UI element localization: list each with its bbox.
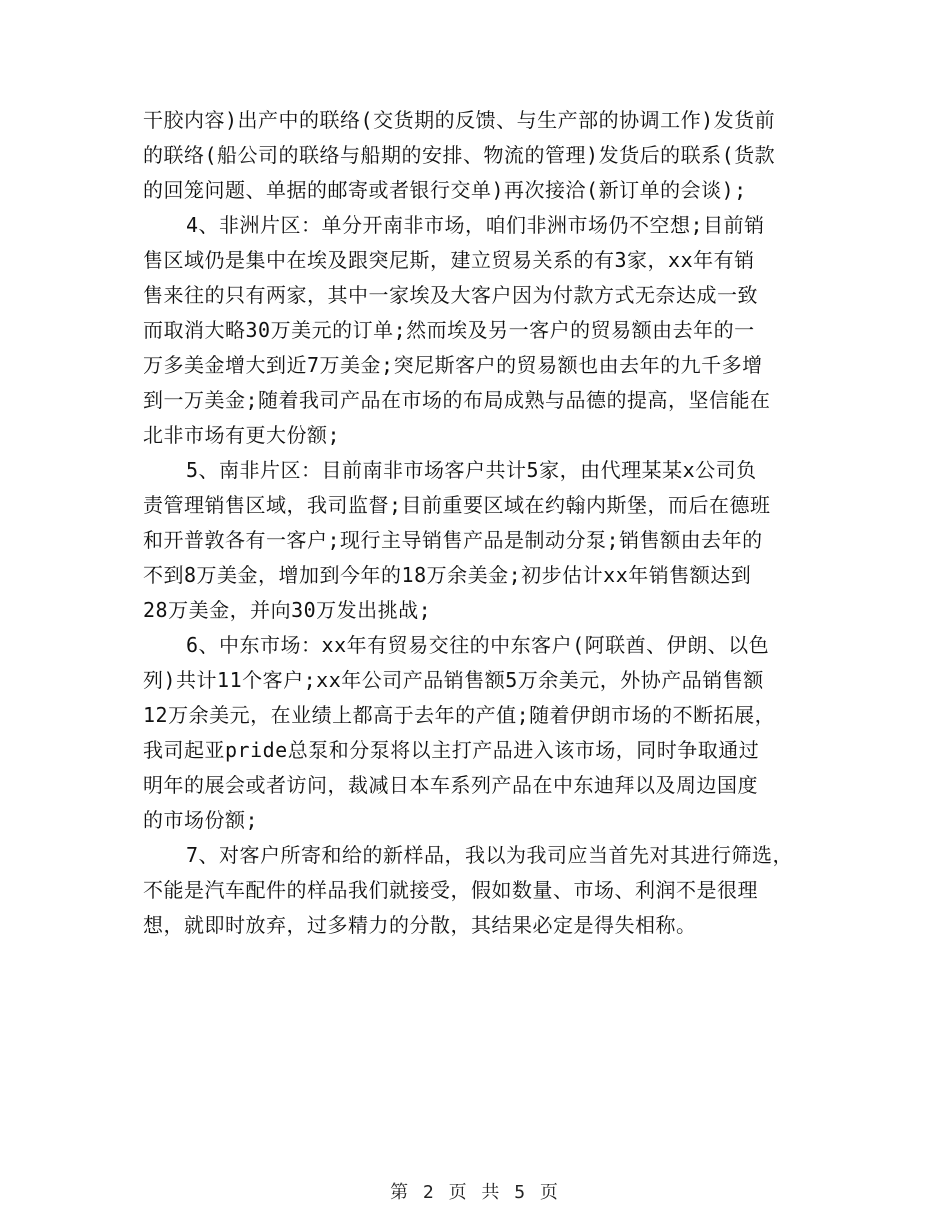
text-line: 列)共计11个客户;xx年公司产品销售额5万余美元，外协产品销售额 bbox=[143, 668, 764, 692]
text-line: 售来往的只有两家，其中一家埃及大客户因为付款方式无奈达成一致 bbox=[143, 283, 758, 307]
page-number: 第 2 页 共 5 页 bbox=[390, 1182, 560, 1203]
text-line: 我司起亚pride总泵和分泵将以主打产品进入该市场，同时争取通过 bbox=[143, 738, 760, 762]
text-line: 7、对客户所寄和给的新样品，我以为我司应当首先对其进行筛选， bbox=[186, 843, 794, 867]
text-line: 不能是汽车配件的样品我们就接受，假如数量、市场、利润不是很理 bbox=[143, 878, 758, 902]
paragraph-continuation bbox=[143, 103, 823, 208]
document-body bbox=[143, 103, 823, 943]
text-line: 28万美金，并向30万发出挑战; bbox=[143, 598, 432, 622]
text-line: 4、非洲片区：单分开南非市场，咱们非洲市场仍不空想;目前销 bbox=[186, 213, 765, 237]
text-line: 万多美金增大到近7万美金;突尼斯客户的贸易额也由去年的九千多增 bbox=[143, 353, 763, 377]
text-line: 售区域仍是集中在埃及跟突尼斯，建立贸易关系的有3家，xx年有销 bbox=[143, 248, 755, 272]
text-line: 明年的展会或者访问，裁减日本车系列产品在中东迪拜以及周边国度 bbox=[143, 773, 758, 797]
paragraph-samples bbox=[143, 838, 823, 943]
text-line: 北非市场有更大份额; bbox=[143, 423, 341, 447]
paragraph-middle-east bbox=[143, 628, 823, 838]
text-line: 到一万美金;随着我司产品在市场的布局成熟与品德的提高，坚信能在 bbox=[143, 388, 771, 412]
text-line: 不到8万美金，增加到今年的18万余美金;初步估计xx年销售额达到 bbox=[143, 563, 752, 587]
text-line: 的联络(船公司的联络与船期的安排、物流的管理)发货后的联系(货款 bbox=[143, 143, 776, 167]
text-line: 12万余美元，在业绩上都高于去年的产值;随着伊朗市场的不断拓展， bbox=[143, 703, 776, 727]
text-line: 6、中东市场：xx年有贸易交往的中东客户(阿联酋、伊朗、以色 bbox=[186, 633, 770, 657]
text-line: 的市场份额; bbox=[143, 808, 259, 832]
text-line: 责管理销售区域，我司监督;目前重要区域在约翰内斯堡，而后在德班 bbox=[143, 493, 771, 517]
paragraph-africa bbox=[143, 208, 823, 453]
text-line: 的回笼问题、单据的邮寄或者银行交单)再次接洽(新订单的会谈); bbox=[143, 178, 747, 202]
text-line: 5、南非片区：目前南非市场客户共计5家，由代理某某x公司负 bbox=[186, 458, 757, 482]
text-line: 而取消大略30万美元的订单;然而埃及另一客户的贸易额由去年的一 bbox=[143, 318, 755, 342]
text-line: 干胶内容)出产中的联络(交货期的反馈、与生产部的协调工作)发货前 bbox=[143, 108, 776, 132]
text-line: 想，就即时放弃，过多精力的分散，其结果必定是得失相称。 bbox=[143, 913, 697, 937]
paragraph-south-africa bbox=[143, 453, 823, 628]
text-line: 和开普敦各有一客户;现行主导销售产品是制动分泵;销售额由去年的 bbox=[143, 528, 763, 552]
